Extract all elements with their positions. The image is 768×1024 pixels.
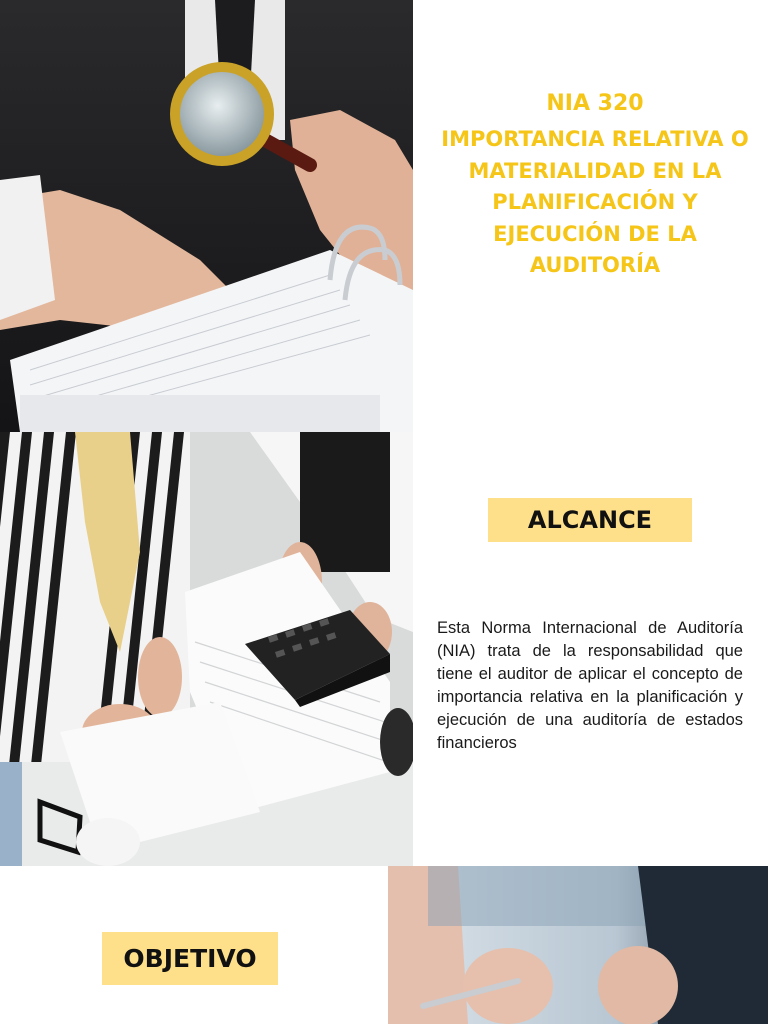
calculator-documents-photo — [0, 432, 413, 866]
objetivo-heading-text: OBJETIVO — [123, 944, 257, 973]
alcance-body: Esta Norma Internacional de Auditoría (NIA) trata de la responsabilidad que tiene el auditor de aplicar el concepto de importancia relativa en la planificación y ejecución de una auditoría de estados financieros — [437, 619, 743, 752]
norm-code: NIA 320 — [546, 91, 644, 116]
slide-title: IMPORTANCIA RELATIVA O MATERIALIDAD EN LA PLANIFICACIÓN Y EJECUCIÓN DE LA AUDITORÍA — [441, 127, 749, 277]
handshake-pen-photo — [388, 866, 768, 1024]
alcance-heading — [488, 498, 692, 542]
objetivo-heading — [102, 932, 278, 985]
alcance-heading-text: ALCANCE — [527, 506, 653, 534]
magnifier-invoices-photo — [0, 0, 413, 432]
slide1-title-block — [440, 90, 750, 282]
